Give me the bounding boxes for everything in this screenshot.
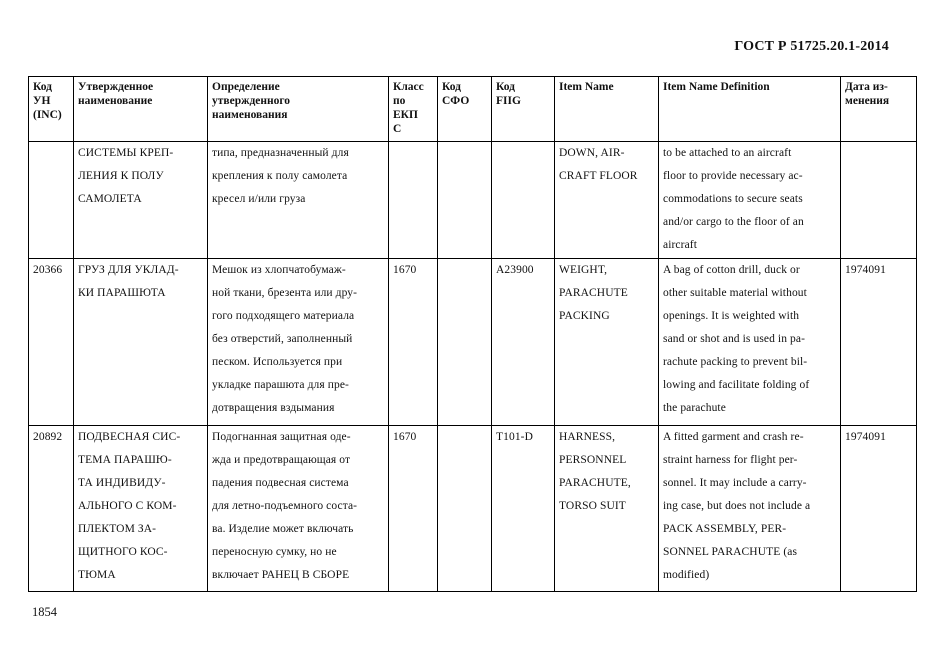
col-header-code [29,77,74,142]
cell-item-name [555,426,659,592]
text-line: Код [33,81,53,93]
text-line: наименования [212,109,288,121]
cell-fiig: T101-D [492,426,555,592]
text-line: sand or shot and is used in pa- [663,333,806,345]
text-line: переносную сумку, но не [212,546,337,558]
text-line: FIIG [496,95,521,107]
text-line: Определение [212,81,280,93]
text-line: PARACHUTE, [559,477,631,489]
text-line: (INC) [33,109,62,121]
col-header-item-definition [659,77,841,142]
text-line: Мешок из хлопчатобумаж- [212,264,346,276]
text-line: САМОЛЕТА [78,193,142,205]
text-line: утвержденного [212,95,291,107]
text-line: АЛЬНОГО С КОМ- [78,500,177,512]
table-row [29,259,917,426]
text-line: and/or cargo to the floor of an [663,216,804,228]
text-line: openings. It is weighted with [663,310,800,322]
text-line: ПОДВЕСНАЯ СИС- [78,431,181,443]
text-line: Дата из- [845,81,888,93]
text-line: A fitted garment and crash re- [663,431,804,443]
cell-fiig [492,142,555,259]
text-line: наименование [78,95,153,107]
col-header-class [389,77,438,142]
cell-fiig: A23900 [492,259,555,426]
item-table [28,76,917,592]
text-line: кресел и/или груза [212,193,306,205]
cell-item-definition [659,426,841,592]
text-line: по [393,95,406,107]
text-line: без отверстий, заполненный [212,333,353,345]
cell-item-definition [659,142,841,259]
text-line: DOWN, AIR- [559,147,625,159]
text-line: PACK ASSEMBLY, PER- [663,523,787,535]
text-line: УН [33,95,51,107]
document-header: ГОСТ Р 51725.20.1-2014 [734,39,889,54]
table-header-row [29,77,917,142]
text-line: жда и предотвращающая от [212,454,351,466]
cell-class: 1670 [389,259,438,426]
cell-change-date: 1974091 [841,259,917,426]
text-line: ЕКП [393,109,418,121]
col-header-item-name [555,77,659,142]
text-line: ПЛЕКТОМ ЗА- [78,523,157,535]
table-row [29,142,917,259]
text-line: укладке парашюта для пре- [212,379,349,391]
text-line: ва. Изделие может включать [212,523,354,535]
text-line: other suitable material without [663,287,807,299]
cell-code: 20892 [29,426,74,592]
text-line: straint harness for flight per- [663,454,798,466]
text-line: типа, предназначенный для [212,147,349,159]
cell-sfo [438,259,492,426]
text-line: ЩИТНОГО КОС- [78,546,168,558]
text-line: commodations to secure seats [663,193,803,205]
text-line: Код [442,81,462,93]
text-line: HARNESS, [559,431,616,443]
text-line: to be attached to an aircraft [663,147,792,159]
cell-approved-name [74,142,208,259]
text-line: СФО [442,95,470,107]
text-line: WEIGHT, [559,264,608,276]
text-line: крепления к полу самолета [212,170,348,182]
text-line: ТЕМА ПАРАШЮ- [78,454,172,466]
cell-code [29,142,74,259]
table-row [29,426,917,592]
col-header-change-date [841,77,917,142]
text-line: floor to provide necessary ac- [663,170,803,182]
cell-class [389,142,438,259]
text-line: modified) [663,569,710,581]
text-line: PARACHUTE [559,287,628,299]
text-line: CRAFT FLOOR [559,170,638,182]
text-line: aircraft [663,239,697,251]
cell-change-date [841,142,917,259]
text-line: включает РАНЕЦ В СБОРЕ [212,569,350,581]
cell-item-name [555,142,659,259]
text-line: Класс [393,81,424,93]
text-line: rachute packing to prevent bil- [663,356,808,368]
text-line: ТА ИНДИВИДУ- [78,477,166,489]
text-line: PERSONNEL [559,454,627,466]
text-line: менения [845,95,890,107]
cell-item-name [555,259,659,426]
text-line: ной ткани, брезента или дру- [212,287,358,299]
text-line: Item Name [559,81,614,93]
text-line: A bag of cotton drill, duck or [663,264,800,276]
col-header-approved-name [74,77,208,142]
text-line: СИСТЕМЫ КРЕП- [78,147,174,159]
cell-definition [208,426,389,592]
cell-approved-name [74,259,208,426]
col-header-fiig [492,77,555,142]
text-line: TORSO SUIT [559,500,626,512]
text-line: the parachute [663,402,726,414]
text-line: гого подходящего материала [212,310,355,322]
text-line: для летно-подъемного соста- [212,500,358,512]
text-line: lowing and facilitate folding of [663,379,810,391]
text-line: песком. Используется при [212,356,343,368]
cell-definition [208,142,389,259]
text-line: Утвержденное [78,81,154,93]
cell-item-definition [659,259,841,426]
text-line: ГРУЗ ДЛЯ УКЛАД- [78,264,179,276]
cell-change-date: 1974091 [841,426,917,592]
col-header-definition [208,77,389,142]
cell-class: 1670 [389,426,438,592]
cell-sfo [438,426,492,592]
text-line: Код [496,81,516,93]
text-line: PACKING [559,310,610,322]
cell-definition [208,259,389,426]
cell-code: 20366 [29,259,74,426]
text-line: sonnel. It may include a carry- [663,477,807,489]
text-line: Подогнанная защитная оде- [212,431,351,443]
cell-approved-name [74,426,208,592]
col-header-sfo [438,77,492,142]
text-line: ТЮМА [78,569,116,581]
text-line: падения подвесная система [212,477,349,489]
text-line: SONNEL PARACHUTE (as [663,546,798,558]
cell-sfo [438,142,492,259]
text-line: ing case, but does not include a [663,500,811,512]
text-line: ЛЕНИЯ К ПОЛУ [78,170,164,182]
text-line: Item Name Definition [663,81,770,93]
text-line: КИ ПАРАШЮТА [78,287,166,299]
page-number: 1854 [32,605,57,619]
text-line: С [393,123,402,135]
text-line: дотвращения вздымания [212,402,335,414]
